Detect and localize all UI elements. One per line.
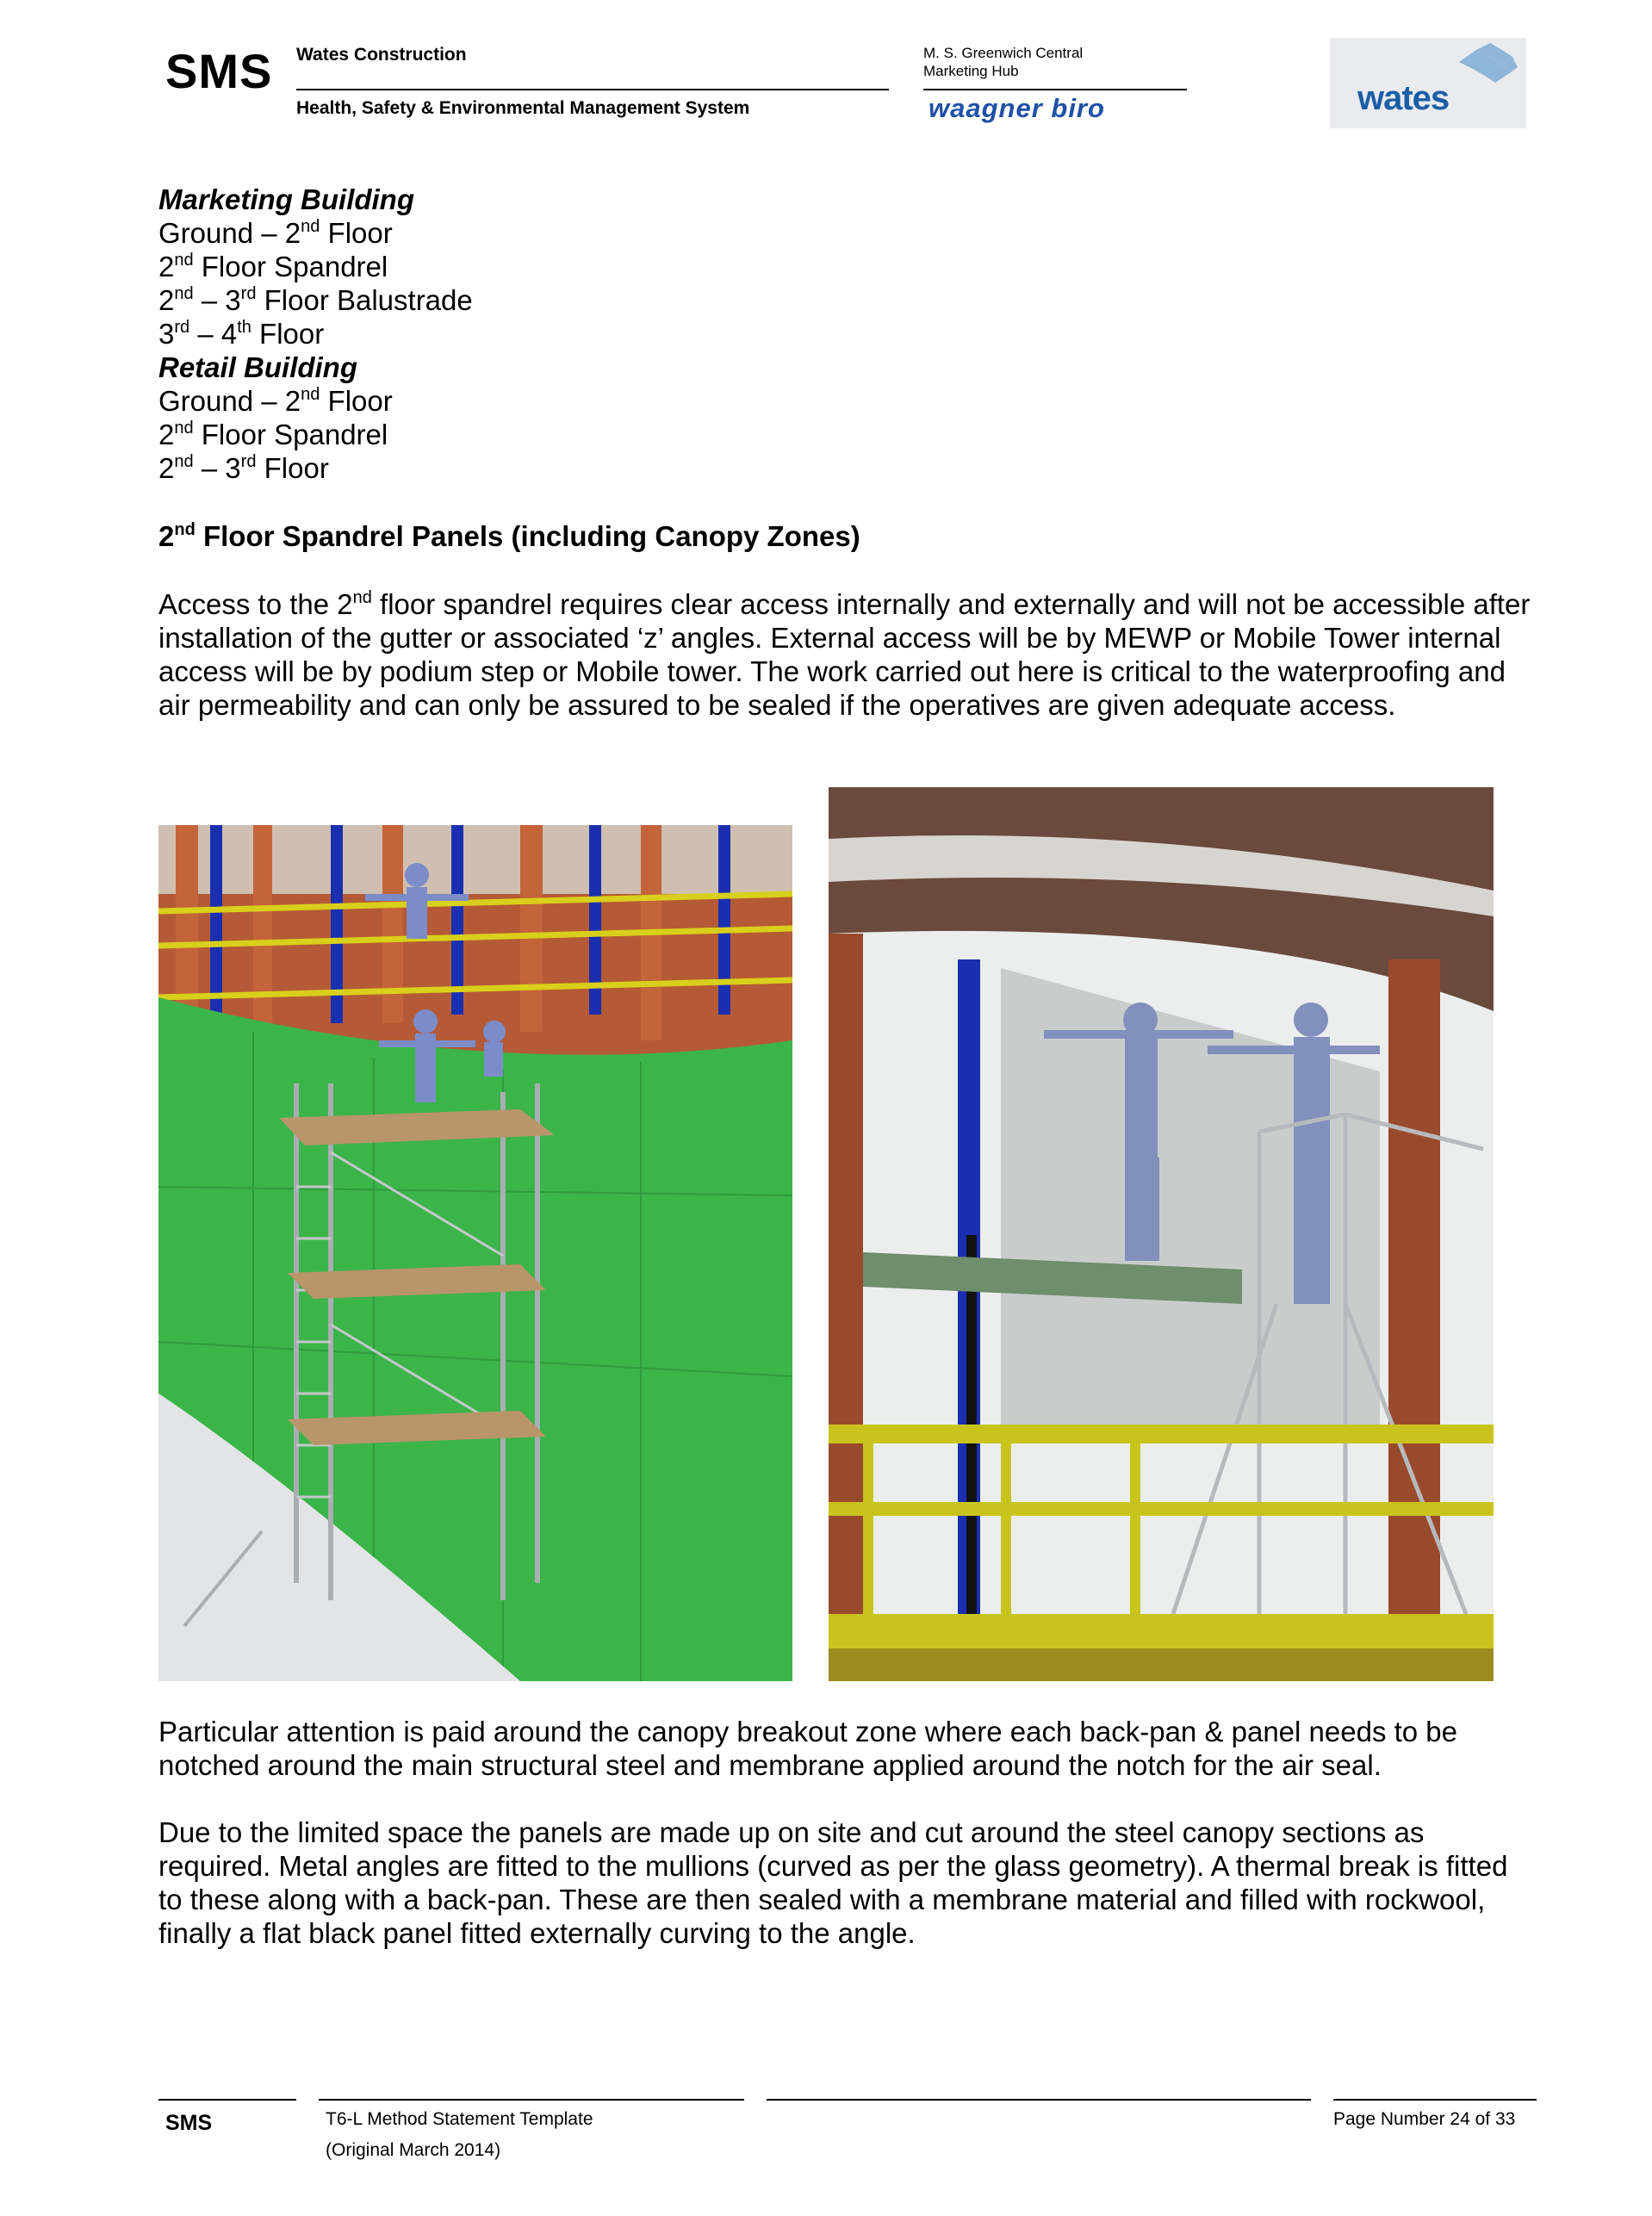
zone-item: 2nd Floor Spandrel [158, 419, 388, 450]
zone-item: 3rd – 4th Floor [158, 318, 325, 350]
mobile-tower-illustration [158, 825, 792, 1681]
footer-original-date: (Original March 2014) [326, 2140, 501, 2160]
footer-divider [319, 2099, 744, 2101]
zone-item: 2nd Floor Spandrel [158, 251, 388, 282]
zone-heading-retail: Retail Building [158, 351, 357, 383]
wates-logo-text: wates [1357, 79, 1450, 117]
section-heading: 2nd Floor Spandrel Panels (including Canopy Zones) [158, 520, 860, 552]
waagner-biro-logo: waagner biro [928, 93, 1105, 123]
header-company: Wates Construction [296, 45, 467, 65]
zone-item: 2nd – 3rd Floor Balustrade [158, 284, 473, 316]
header-project-divider [923, 89, 1187, 90]
paragraph-canopy: Particular attention is paid around the canopy breakout zone where each back-pan & panel needs to be notched around the main structural steel and membrane applied around the notch for the air seal. [158, 1716, 1458, 1781]
zone-item: Ground – 2nd Floor [158, 385, 393, 417]
paragraph-access: Access to the 2nd floor spandrel requires clear access internally and externally and will not be accessible after installation of the gutter or associated ‘z’ angles. External access will be by MEWP or Mobile Tower internal access will be by podium step or Mobile tower. The work carried out here is critical to the waterproofing and air permeability and can only be assured to be sealed if the operatives are given adequate access. [158, 588, 1531, 721]
footer-page-number: Page Number 24 of 33 [1333, 2109, 1516, 2129]
zone-item: Ground – 2nd Floor [158, 217, 393, 249]
podium-step-illustration [829, 787, 1494, 1681]
footer-divider [1333, 2099, 1537, 2101]
footer-divider [767, 2099, 1311, 2101]
footer-divider [158, 2099, 296, 2101]
zone-heading-marketing: Marketing Building [158, 183, 414, 215]
header-project-line1: M. S. Greenwich Central [923, 45, 1084, 61]
footer-sms: SMS [165, 2111, 213, 2135]
paragraph-limited-space: Due to the limited space the panels are made up on site and cut around the steel canopy sections as required. Metal angles are fitted to the mullions (curved as per the glass geometry). A thermal break is fitted to these along with a back-pan. These are then sealed with a membrane material and filled with rockwool, finally a flat black panel fitted externally curving to the angle. [158, 1816, 1508, 1949]
header-sms-label: SMS [165, 44, 273, 98]
header-divider [296, 89, 889, 90]
zone-item: 2nd – 3rd Floor [158, 452, 329, 484]
header-system: Health, Safety & Environmental Management System [296, 98, 750, 118]
footer-template: T6-L Method Statement Template [326, 2109, 593, 2129]
header-project-line2: Marketing Hub [923, 63, 1019, 79]
